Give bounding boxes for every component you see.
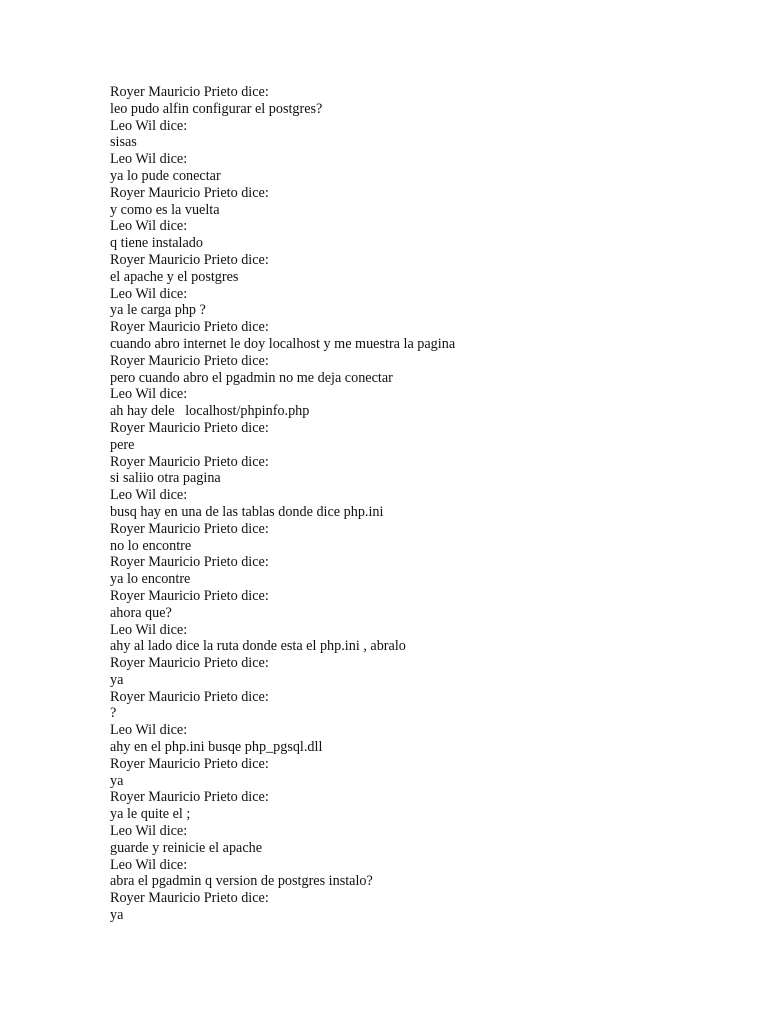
chat-entry: [110, 655, 455, 689]
speaker-line: Royer Mauricio Prieto dice:: [110, 789, 269, 806]
message-line: ahy al lado dice la ruta donde esta el php.ini , abralo: [110, 638, 406, 655]
chat-entry: [110, 319, 455, 353]
chat-entry: [110, 857, 455, 891]
chat-entry: [110, 252, 455, 286]
chat-entry: [110, 554, 455, 588]
speaker-line: Royer Mauricio Prieto dice:: [110, 352, 269, 369]
message-line: ?: [110, 705, 117, 722]
chat-entry: [110, 890, 455, 924]
chat-entry: [110, 588, 455, 622]
chat-entry: [110, 521, 455, 555]
message-line: ya le carga php ?: [110, 302, 206, 319]
message-line: q tiene instalado: [110, 235, 203, 252]
message-line: el apache y el postgres: [110, 268, 239, 285]
speaker-line: Royer Mauricio Prieto dice:: [110, 319, 269, 336]
chat-entry: [110, 218, 455, 252]
speaker-line: Royer Mauricio Prieto dice:: [110, 688, 269, 705]
chat-entry: [110, 84, 455, 118]
speaker-line: Leo Wil dice:: [110, 487, 188, 504]
speaker-line: Royer Mauricio Prieto dice:: [110, 184, 269, 201]
speaker-line: Royer Mauricio Prieto dice:: [110, 554, 269, 571]
speaker-line: Royer Mauricio Prieto dice:: [110, 520, 269, 537]
chat-entry: [110, 151, 455, 185]
message-line: abra el pgadmin q version de postgres instalo?: [110, 873, 373, 890]
message-line: pere: [110, 436, 135, 453]
message-line: guarde y reinicie el apache: [110, 839, 263, 856]
speaker-line: Leo Wil dice:: [110, 386, 188, 403]
speaker-line: Royer Mauricio Prieto dice:: [110, 453, 269, 470]
message-line: cuando abro internet le doy localhost y me muestra la pagina: [110, 335, 456, 352]
chat-entry: [110, 722, 455, 756]
message-line: y como es la vuelta: [110, 201, 220, 218]
speaker-line: Royer Mauricio Prieto dice:: [110, 755, 269, 772]
speaker-line: Leo Wil dice:: [110, 823, 188, 840]
message-line: ya: [110, 907, 124, 924]
message-line: no lo encontre: [110, 537, 192, 554]
chat-entry: [110, 823, 455, 857]
speaker-line: Leo Wil dice:: [110, 722, 188, 739]
chat-entry: [110, 420, 455, 454]
speaker-line: Royer Mauricio Prieto dice:: [110, 890, 269, 907]
speaker-line: Leo Wil dice:: [110, 218, 188, 235]
message-line: ya: [110, 671, 124, 688]
message-line: ahora que?: [110, 604, 172, 621]
message-line: leo pudo alfin configurar el postgres?: [110, 100, 323, 117]
speaker-line: Leo Wil dice:: [110, 285, 188, 302]
message-line: ya le quite el ;: [110, 806, 191, 823]
message-line: ya: [110, 772, 124, 789]
chat-entry: [110, 185, 455, 219]
speaker-line: Leo Wil dice:: [110, 151, 188, 168]
speaker-line: Leo Wil dice:: [110, 621, 188, 638]
chat-entry: [110, 353, 455, 387]
message-line: sisas: [110, 134, 137, 151]
message-line: busq hay en una de las tablas donde dice php.ini: [110, 503, 384, 520]
message-line: ya lo pude conectar: [110, 167, 221, 184]
chat-transcript: [110, 84, 455, 924]
message-line: ya lo encontre: [110, 571, 191, 588]
speaker-line: Royer Mauricio Prieto dice:: [110, 419, 269, 436]
speaker-line: Royer Mauricio Prieto dice:: [110, 655, 269, 672]
chat-entry: [110, 118, 455, 152]
speaker-line: Royer Mauricio Prieto dice:: [110, 84, 269, 100]
chat-entry: [110, 756, 455, 790]
chat-entry: [110, 454, 455, 488]
chat-entry: [110, 286, 455, 320]
speaker-line: Leo Wil dice:: [110, 856, 188, 873]
speaker-line: Leo Wil dice:: [110, 117, 188, 134]
speaker-line: Royer Mauricio Prieto dice:: [110, 251, 269, 268]
message-line: ah hay dele localhost/phpinfo.php: [110, 403, 310, 420]
chat-entry: [110, 622, 455, 656]
chat-entry: [110, 689, 455, 723]
chat-entry: [110, 487, 455, 521]
message-line: pero cuando abro el pgadmin no me deja conectar: [110, 369, 393, 386]
message-line: ahy en el php.ini busqe php_pgsql.dll: [110, 739, 323, 756]
message-line: si saliio otra pagina: [110, 470, 221, 487]
chat-entry: [110, 789, 455, 823]
chat-entry: [110, 386, 455, 420]
speaker-line: Royer Mauricio Prieto dice:: [110, 587, 269, 604]
